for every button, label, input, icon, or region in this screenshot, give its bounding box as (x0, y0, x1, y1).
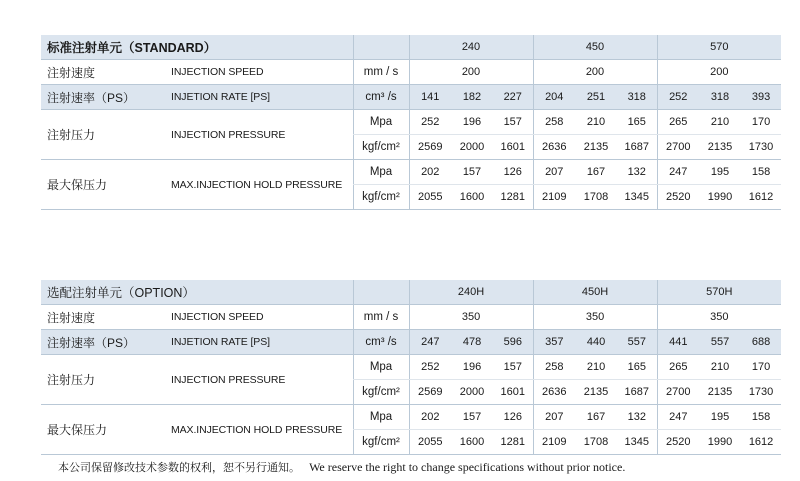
table-row (41, 355, 781, 380)
value-cell: 170 (741, 355, 781, 380)
value-cell: 132 (617, 160, 657, 185)
value-cell: 170 (741, 110, 781, 135)
value-cell: 1687 (617, 135, 657, 160)
value-cell: 1281 (493, 430, 533, 455)
value-cell: 132 (617, 405, 657, 430)
value-cell: 357 (533, 330, 575, 355)
value-cell: 1601 (493, 135, 533, 160)
value-cell: 318 (699, 85, 741, 110)
value-cell: 557 (699, 330, 741, 355)
value-cell: 157 (451, 405, 493, 430)
value-cell: 1990 (699, 185, 741, 210)
model-header: 570 (657, 35, 781, 60)
value-cell: 204 (533, 85, 575, 110)
value-cell: 157 (493, 110, 533, 135)
value-cell: 1687 (617, 380, 657, 405)
value-cell: 478 (451, 330, 493, 355)
value-cell: 1281 (493, 185, 533, 210)
table-row (41, 405, 781, 430)
label-cn: 注射速率（PS） (41, 330, 171, 355)
value-cell: 251 (575, 85, 617, 110)
label-cn: 注射速度 (41, 305, 171, 330)
value-cell: 1990 (699, 430, 741, 455)
label-cn: 注射压力 (41, 355, 171, 405)
value-cell: 158 (741, 160, 781, 185)
value-cell: 258 (533, 355, 575, 380)
value-cell: 247 (409, 330, 451, 355)
value-cell: 2055 (409, 185, 451, 210)
label-en: INJETION RATE [PS] (171, 330, 353, 355)
table-row (41, 85, 781, 110)
label-en: MAX.INJECTION HOLD PRESSURE (171, 160, 353, 210)
value-cell: 2135 (699, 135, 741, 160)
value-cell: 318 (617, 85, 657, 110)
option-spec-table (41, 280, 781, 455)
value-cell: 2135 (575, 380, 617, 405)
value-cell: 167 (575, 405, 617, 430)
standard-spec-table (41, 35, 781, 210)
model-header: 570H (657, 280, 781, 305)
value-cell: 265 (657, 110, 699, 135)
value-cell: 207 (533, 405, 575, 430)
unit-cell: kgf/cm² (353, 135, 409, 160)
value-cell: 1708 (575, 185, 617, 210)
table-row (41, 160, 781, 185)
unit-cell: kgf/cm² (353, 430, 409, 455)
unit-cell: cm³ /s (353, 330, 409, 355)
value-cell: 247 (657, 405, 699, 430)
footer-note-en: We reserve the right to change specifications without prior notice. (309, 460, 626, 474)
value-cell: 350 (533, 305, 657, 330)
value-cell: 2109 (533, 430, 575, 455)
value-cell: 2569 (409, 380, 451, 405)
unit-cell: Mpa (353, 160, 409, 185)
value-cell: 2700 (657, 380, 699, 405)
value-cell: 195 (699, 405, 741, 430)
value-cell: 1730 (741, 135, 781, 160)
value-cell: 265 (657, 355, 699, 380)
unit-cell: Mpa (353, 110, 409, 135)
label-en: INJECTION SPEED (171, 305, 353, 330)
model-header: 450H (533, 280, 657, 305)
value-cell: 350 (409, 305, 533, 330)
unit-cell: mm / s (353, 305, 409, 330)
unit-cell: kgf/cm² (353, 185, 409, 210)
model-header: 240H (409, 280, 533, 305)
label-cn: 注射速度 (41, 60, 171, 85)
label-cn: 注射压力 (41, 110, 171, 160)
value-cell: 207 (533, 160, 575, 185)
value-cell: 182 (451, 85, 493, 110)
value-cell: 210 (575, 110, 617, 135)
value-cell: 2135 (699, 380, 741, 405)
unit-cell: mm / s (353, 60, 409, 85)
value-cell: 165 (617, 110, 657, 135)
value-cell: 1730 (741, 380, 781, 405)
value-cell: 1345 (617, 185, 657, 210)
value-cell: 350 (657, 305, 781, 330)
value-cell: 557 (617, 330, 657, 355)
value-cell: 126 (493, 405, 533, 430)
value-cell: 2520 (657, 185, 699, 210)
unit-cell: Mpa (353, 405, 409, 430)
value-cell: 252 (409, 110, 451, 135)
value-cell: 2520 (657, 430, 699, 455)
value-cell: 202 (409, 160, 451, 185)
value-cell: 200 (409, 60, 533, 85)
value-cell: 252 (657, 85, 699, 110)
value-cell: 210 (699, 110, 741, 135)
table-row (41, 60, 781, 85)
table-title: 选配注射单元（OPTION） (41, 280, 353, 305)
value-cell: 126 (493, 160, 533, 185)
value-cell: 2109 (533, 185, 575, 210)
value-cell: 2636 (533, 135, 575, 160)
value-cell: 2000 (451, 135, 493, 160)
value-cell: 200 (533, 60, 657, 85)
value-cell: 1600 (451, 430, 493, 455)
label-en: INJECTION PRESSURE (171, 110, 353, 160)
value-cell: 210 (699, 355, 741, 380)
value-cell: 688 (741, 330, 781, 355)
value-cell: 2636 (533, 380, 575, 405)
value-cell: 202 (409, 405, 451, 430)
unit-cell: kgf/cm² (353, 380, 409, 405)
value-cell: 195 (699, 160, 741, 185)
value-cell: 1600 (451, 185, 493, 210)
value-cell: 258 (533, 110, 575, 135)
value-cell: 141 (409, 85, 451, 110)
value-cell: 158 (741, 405, 781, 430)
value-cell: 441 (657, 330, 699, 355)
label-en: INJECTION SPEED (171, 60, 353, 85)
unit-cell: Mpa (353, 355, 409, 380)
value-cell: 167 (575, 160, 617, 185)
value-cell: 157 (451, 160, 493, 185)
table-row (41, 110, 781, 135)
table-row (41, 330, 781, 355)
table-row (41, 305, 781, 330)
label-en: INJECTION PRESSURE (171, 355, 353, 405)
footer-note (58, 459, 625, 475)
label-cn: 最大保压力 (41, 405, 171, 455)
value-cell: 1612 (741, 430, 781, 455)
value-cell: 210 (575, 355, 617, 380)
label-en: INJETION RATE [PS] (171, 85, 353, 110)
value-cell: 252 (409, 355, 451, 380)
value-cell: 2135 (575, 135, 617, 160)
value-cell: 227 (493, 85, 533, 110)
value-cell: 1612 (741, 185, 781, 210)
value-cell: 196 (451, 110, 493, 135)
label-cn: 注射速率（PS） (41, 85, 171, 110)
value-cell: 2569 (409, 135, 451, 160)
value-cell: 440 (575, 330, 617, 355)
value-cell: 247 (657, 160, 699, 185)
model-header: 450 (533, 35, 657, 60)
value-cell: 196 (451, 355, 493, 380)
label-en: MAX.INJECTION HOLD PRESSURE (171, 405, 353, 455)
value-cell: 1708 (575, 430, 617, 455)
value-cell: 2055 (409, 430, 451, 455)
value-cell: 1345 (617, 430, 657, 455)
value-cell: 393 (741, 85, 781, 110)
unit-cell: cm³ /s (353, 85, 409, 110)
model-header: 240 (409, 35, 533, 60)
value-cell: 157 (493, 355, 533, 380)
table-title: 标准注射单元（STANDARD） (41, 35, 353, 60)
footer-note-cn: 本公司保留修改技术参数的权利，恕不另行通知。 (58, 461, 300, 474)
value-cell: 165 (617, 355, 657, 380)
value-cell: 2700 (657, 135, 699, 160)
value-cell: 596 (493, 330, 533, 355)
value-cell: 2000 (451, 380, 493, 405)
value-cell: 200 (657, 60, 781, 85)
value-cell: 1601 (493, 380, 533, 405)
label-cn: 最大保压力 (41, 160, 171, 210)
